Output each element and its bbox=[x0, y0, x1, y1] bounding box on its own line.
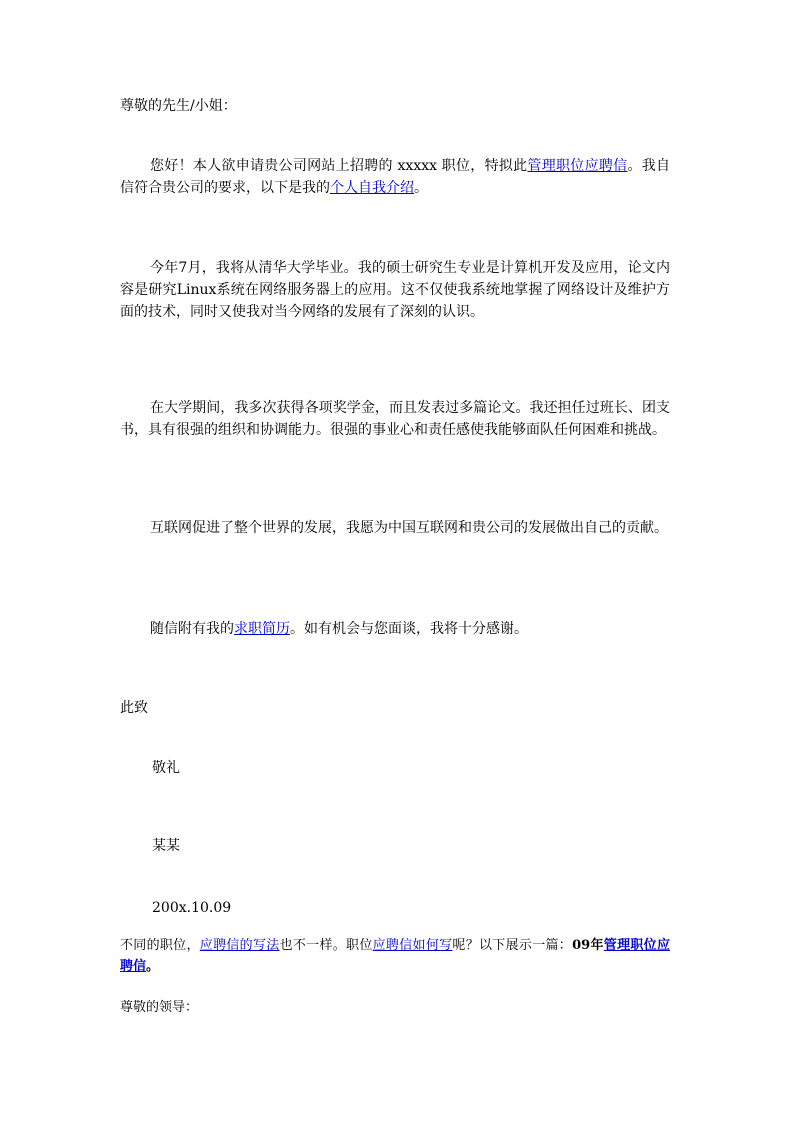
link-self-introduction[interactable]: 个人自我介绍 bbox=[330, 180, 414, 196]
paragraph-intro-text-3: 。 bbox=[414, 180, 428, 196]
footer-note-text: 不同的职位， bbox=[120, 938, 200, 953]
salutation-2: 尊敬的领导： bbox=[120, 1000, 199, 1015]
paragraph-resume bbox=[120, 618, 670, 640]
closing: 此致 bbox=[120, 700, 148, 716]
date: 200x.10.09 bbox=[152, 900, 232, 916]
footer-note-text-2: 也不一样。职位 bbox=[279, 938, 373, 953]
signature: 某某 bbox=[152, 838, 180, 854]
paragraph-contribution: 互联网促进了整个世界的发展，我愿为中国互联网和贵公司的发展做出自己的贡献。 bbox=[150, 520, 668, 536]
footer-bold-title: 09年管理职位应聘信。 bbox=[120, 938, 670, 974]
link-resume[interactable]: 求职简历 bbox=[234, 621, 290, 637]
paragraph-intro-text-2: 。我自信符合贵公司的要求，以下是我的 bbox=[120, 158, 671, 196]
link-management-application-letter[interactable]: 管理职位应聘信 bbox=[527, 158, 628, 174]
link-management-application-letter-2[interactable]: 管理职位应聘信 bbox=[120, 938, 670, 974]
link-how-to-write-letter[interactable]: 应聘信如何写 bbox=[372, 938, 453, 953]
footer-note-text-3: 呢？以下展示一篇： bbox=[452, 938, 573, 953]
paragraph-resume-text: 随信附有我的 bbox=[150, 621, 234, 637]
regards: 敬礼 bbox=[152, 760, 180, 776]
paragraph-education: 今年7月，我将从清华大学毕业。我的硕士研究生专业是计算机开发及应用，论文内容是研究Linux系统在网络服务器上的应用。这不仅使我系统地掌握了网络设计及维护方面的技术，同时又使我对当今网络的发展有了深刻的认识。 bbox=[120, 260, 670, 320]
paragraph-intro-text: 您好！本人欲申请贵公司网站上招聘的 xxxxx 职位，特拟此 bbox=[150, 158, 528, 174]
salutation: 尊敬的先生/小姐： bbox=[120, 98, 237, 114]
link-letter-writing-method[interactable]: 应聘信的写法 bbox=[199, 938, 280, 953]
paragraph-intro bbox=[120, 155, 670, 199]
footer-note bbox=[120, 935, 670, 977]
paragraph-resume-text-2: 。如有机会与您面谈，我将十分感谢。 bbox=[290, 621, 528, 637]
paragraph-achievements: 在大学期间，我多次获得各项奖学金，而且发表过多篇论文。我还担任过班长、团支书，具有很强的组织和协调能力。很强的事业心和责任感使我能够面队任何困难和挑战。 bbox=[120, 400, 670, 438]
